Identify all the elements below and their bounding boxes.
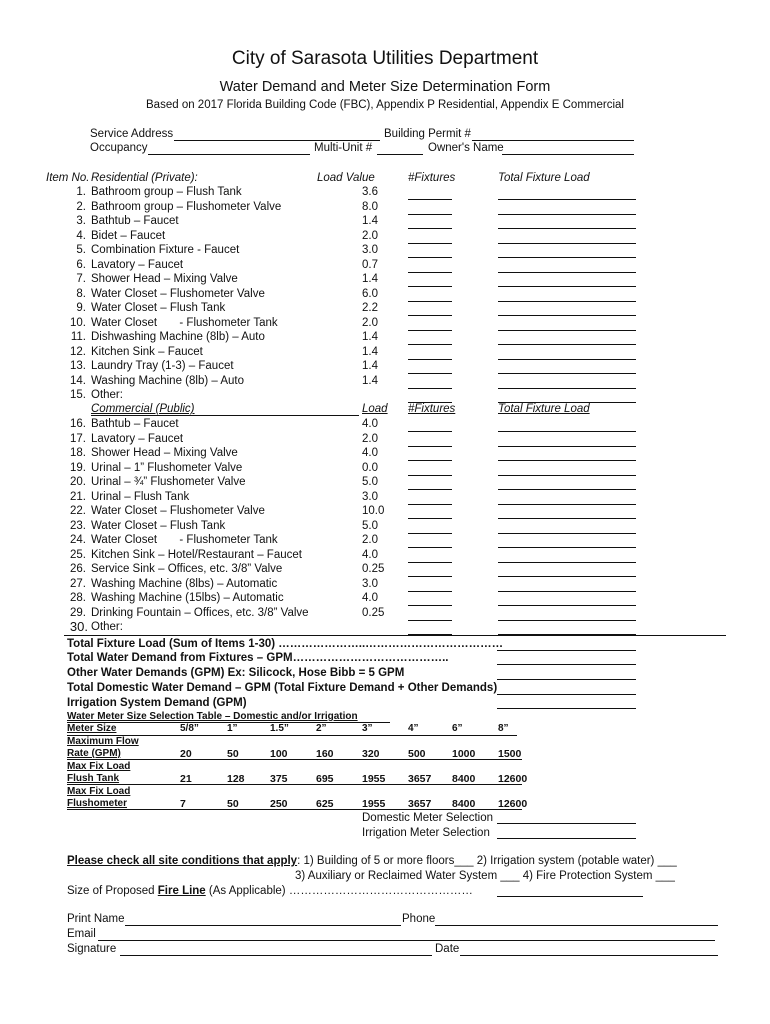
fixtures-count-field[interactable] <box>408 214 452 215</box>
fixtures-count-field[interactable] <box>408 257 452 258</box>
meter-table-value: 12600 <box>498 773 528 785</box>
total-fixture-load-field[interactable] <box>498 547 636 548</box>
item-number: 7. <box>76 273 86 285</box>
item-number: 10. <box>70 316 86 329</box>
total-fixture-load-field[interactable] <box>498 257 636 258</box>
item-load-value: 4.0 <box>362 592 378 604</box>
item-name: Kitchen Sink – Hotel/Restaurant – Faucet <box>91 548 302 561</box>
item-load-value: 1.4 <box>362 374 378 387</box>
fixtures-count-field[interactable] <box>408 489 452 490</box>
meter-table-value: 160 <box>316 748 334 760</box>
col-total-fixture-load: Total Fixture Load <box>498 172 590 184</box>
meter-size-label: Meter Size <box>67 723 117 734</box>
total-fixture-load-field[interactable] <box>498 489 636 490</box>
fixtures-count-field[interactable] <box>408 475 452 476</box>
total-fixture-load-field[interactable] <box>498 475 636 476</box>
meter-table-value: 100 <box>270 748 288 760</box>
item-name: Water Closet - Flushometer Tank <box>91 534 278 546</box>
domestic-demand-label: Total Domestic Water Demand – GPM (Total Fixture Demand + Other Demands) <box>67 682 498 694</box>
item-load-value: 10.0 <box>362 505 385 517</box>
item-number: 21. <box>70 490 86 503</box>
item-name: Urinal – ¾” Flushometer Valve <box>91 476 246 488</box>
meter-size-header: 5/8” <box>180 723 199 734</box>
item-number: 3. <box>76 215 86 227</box>
irrigation-meter-selection-label: Irrigation Meter Selection <box>362 827 490 839</box>
item-number: 24. <box>70 534 86 546</box>
meter-table-value: 3657 <box>408 798 432 810</box>
total-fixture-load-field[interactable] <box>498 199 636 200</box>
item-number: 14. <box>70 374 86 387</box>
item-name: Kitchen Sink – Faucet <box>91 345 203 358</box>
meter-row-sublabel: Flushometer <box>67 798 128 809</box>
fixtures-count-field[interactable] <box>408 446 452 447</box>
meter-size-header: 1” <box>227 723 238 734</box>
item-load-value: 4.0 <box>362 447 378 459</box>
meter-table-value: 500 <box>408 748 426 760</box>
total-fixture-load-field[interactable] <box>498 373 636 374</box>
meter-table-value: 21 <box>180 773 192 785</box>
item-name: Lavatory – Faucet <box>91 432 184 445</box>
fixtures-count-field[interactable] <box>408 344 452 345</box>
total-fixture-load-field[interactable] <box>498 620 636 621</box>
item-number: 13. <box>70 360 86 372</box>
meter-table-value: 250 <box>270 798 288 810</box>
domestic-meter-selection-label: Domestic Meter Selection <box>362 812 494 824</box>
item-name: Shower Head – Mixing Valve <box>91 447 238 459</box>
meter-size-header: 3” <box>362 723 373 734</box>
col-load-value: Load Value <box>317 172 375 184</box>
item-name: Water Closet – Flush Tank <box>91 519 226 532</box>
meter-row-sublabel: Flush Tank <box>67 773 120 784</box>
total-fixture-load-label: Total Fixture Load (Sum of Items 1-30) …………………..……………………………… <box>67 638 504 650</box>
total-fixture-load-field[interactable] <box>498 460 636 461</box>
meter-row-label: Maximum Flow <box>67 736 139 747</box>
item-number: 6. <box>76 258 86 271</box>
total-fixture-load-field[interactable] <box>498 605 636 606</box>
meter-table-value: 625 <box>316 798 334 810</box>
site-conditions-line2[interactable]: 3) Auxiliary or Reclaimed Water System ___ 4) Fire Protection System ___ <box>295 870 675 882</box>
total-fixture-load-field[interactable] <box>498 431 636 432</box>
email-field[interactable] <box>98 940 715 941</box>
item-number: 17. <box>70 432 86 445</box>
form-subtitle: Water Demand and Meter Size Determination Form <box>219 79 551 95</box>
service-address-label: Service Address <box>90 128 174 140</box>
col-residential: Residential (Private): <box>91 172 198 184</box>
total-fixture-load-field[interactable] <box>498 286 636 287</box>
date-label: Date <box>435 943 460 955</box>
meter-table-value: 1955 <box>362 798 386 810</box>
total-fixture-load-field[interactable] <box>498 576 636 577</box>
fixtures-count-field[interactable] <box>408 286 452 287</box>
fire-line-row <box>67 884 473 898</box>
total-fixture-load-field[interactable] <box>498 388 636 389</box>
item-name: Urinal – 1” Flushometer Valve <box>91 461 243 474</box>
item-number: 16. <box>70 418 86 430</box>
meter-table-value: 375 <box>270 773 288 785</box>
fixtures-count-field[interactable] <box>408 620 452 621</box>
fixtures-count-field[interactable] <box>408 533 452 534</box>
item-load-value: 2.0 <box>362 229 378 242</box>
total-fixture-load-field[interactable] <box>498 518 636 519</box>
fixtures-count-field[interactable] <box>408 562 452 563</box>
item-name: Other: <box>91 621 123 633</box>
fixtures-count-field[interactable] <box>408 591 452 592</box>
item-load-value: 2.0 <box>362 534 378 546</box>
item-number: 27. <box>70 577 86 590</box>
total-fixture-load-field[interactable] <box>498 228 636 229</box>
item-name: Washing Machine (8lbs) – Automatic <box>91 577 278 590</box>
item-number: 11. <box>70 331 86 343</box>
fire-line-word: Fire Line <box>157 885 206 897</box>
item-load-value: 3.0 <box>362 490 378 503</box>
site-conditions-prompt: Please check all site conditions that apply <box>67 855 298 867</box>
site-conditions-options1[interactable]: : 1) Building of 5 or more floors___ 2) Irrigation system (potable water) ___ <box>297 855 677 867</box>
meter-row-label: Max Fix Load <box>67 786 131 797</box>
item-load-value: 4.0 <box>362 418 378 430</box>
item-name: Bathtub – Faucet <box>91 418 179 430</box>
item-load-value: 4.0 <box>362 548 378 561</box>
meter-table-value: 1000 <box>452 748 476 760</box>
meter-size-header: 2” <box>316 723 327 734</box>
meter-table-value: 7 <box>180 798 186 810</box>
item-load-value: 2.0 <box>362 432 378 445</box>
print-name-field[interactable] <box>125 925 401 926</box>
fixtures-count-field[interactable] <box>408 431 452 432</box>
item-name: Urinal – Flush Tank <box>91 490 190 503</box>
fire-line-prefix: Size of Proposed <box>67 885 158 897</box>
item-name: Washing Machine (8lb) – Auto <box>91 374 244 387</box>
fixtures-count-field[interactable] <box>408 373 452 374</box>
item-number: 29. <box>70 606 86 619</box>
fixtures-count-field[interactable] <box>408 199 452 200</box>
meter-table-value: 12600 <box>498 798 528 810</box>
signature-field[interactable] <box>120 955 432 956</box>
meter-table-value: 320 <box>362 748 380 760</box>
item-number: 25. <box>70 548 86 561</box>
meter-size-header: 6” <box>452 723 463 734</box>
item-load-value: 3.6 <box>362 186 378 198</box>
total-fixture-load-field[interactable] <box>498 330 636 331</box>
item-number: 2. <box>76 200 86 213</box>
item-name: Water Closet – Flush Tank <box>91 302 226 314</box>
fixtures-count-field[interactable] <box>408 272 452 273</box>
meter-size-header: 1.5” <box>270 723 289 734</box>
meter-table-value: 8400 <box>452 773 476 785</box>
item-number: 9. <box>76 302 86 314</box>
total-fixture-load-field[interactable] <box>498 315 636 316</box>
item-load-value: 0.7 <box>362 258 378 271</box>
other-demands-field[interactable] <box>497 679 636 680</box>
phone-label: Phone <box>402 913 436 925</box>
item-name: Washing Machine (15lbs) – Automatic <box>91 592 284 604</box>
item-name: Water Closet - Flushometer Tank <box>91 316 278 329</box>
item-name: Dishwashing Machine (8lb) – Auto <box>91 331 265 343</box>
total-fixture-load-field[interactable] <box>498 359 636 360</box>
item-name: Bathtub – Faucet <box>91 215 179 227</box>
meter-table-value: 1500 <box>498 748 522 760</box>
item-name: Service Sink – Offices, etc. 3/8” Valve <box>91 563 283 575</box>
total-fixture-load-field[interactable] <box>498 591 636 592</box>
meter-row-sublabel: Rate (GPM) <box>67 748 121 759</box>
other-demands-label: Other Water Demands (GPM) Ex: Silicock, Hose Bibb = 5 GPM <box>67 667 405 679</box>
fixtures-count-field[interactable] <box>408 576 452 577</box>
owners-name-label: Owner's Name <box>428 142 504 154</box>
col-load: Load <box>362 403 388 415</box>
item-load-value: 1.4 <box>362 273 378 285</box>
occupancy-field[interactable] <box>148 154 310 155</box>
page-title: City of Sarasota Utilities Department <box>231 48 539 69</box>
building-permit-label: Building Permit # <box>384 128 471 140</box>
meter-size-header: 8” <box>498 723 509 734</box>
signature-label: Signature <box>67 943 117 955</box>
total-fixture-load-field[interactable] <box>498 533 636 534</box>
item-name: Combination Fixture - Faucet <box>91 244 240 256</box>
total-fixture-load-field[interactable] <box>497 650 636 651</box>
item-load-value: 2.0 <box>362 316 378 329</box>
meter-table-value: 1955 <box>362 773 386 785</box>
item-load-value: 5.0 <box>362 476 378 488</box>
item-load-value: 3.0 <box>362 577 378 590</box>
meter-table-value: 20 <box>180 748 192 760</box>
item-name: Drinking Fountain – Offices, etc. 3/8” Valve <box>91 606 309 619</box>
meter-table-value: 3657 <box>408 773 432 785</box>
multi-unit-label: Multi-Unit # <box>314 142 373 154</box>
item-name: Bidet – Faucet <box>91 229 166 242</box>
item-load-value: 1.4 <box>362 345 378 358</box>
meter-table-value: 128 <box>227 773 245 785</box>
item-number: 19. <box>70 461 86 474</box>
total-fixture-load-field[interactable] <box>498 301 636 302</box>
fixtures-count-field[interactable] <box>408 330 452 331</box>
item-name: Laundry Tray (1-3) – Faucet <box>91 360 234 372</box>
code-basis: Based on 2017 Florida Building Code (FBC), Appendix P Residential, Appendix E Commercial <box>146 99 624 111</box>
total-fixture-load-field[interactable] <box>498 214 636 215</box>
domestic-meter-selection-field[interactable] <box>497 823 636 824</box>
item-load-value: 6.0 <box>362 287 378 300</box>
fire-line-suffix: (As Applicable) ………………………………………… <box>205 885 473 897</box>
item-number: 8. <box>76 287 86 300</box>
item-load-value: 0.25 <box>362 563 385 575</box>
total-fixture-load-field[interactable] <box>498 272 636 273</box>
fixtures-count-field[interactable] <box>408 359 452 360</box>
meter-table-caption: Water Meter Size Selection Table – Domestic and/or Irrigation <box>67 711 358 722</box>
item-load-value: 5.0 <box>362 519 378 532</box>
irrigation-meter-selection-field[interactable] <box>497 838 636 839</box>
item-load-value: 1.4 <box>362 215 378 227</box>
fixtures-count-field[interactable] <box>408 504 452 505</box>
fixtures-count-field[interactable] <box>408 547 452 548</box>
item-number: 26. <box>70 563 86 575</box>
item-name: Lavatory – Faucet <box>91 258 184 271</box>
multi-unit-field[interactable] <box>377 154 423 155</box>
item-number: 20. <box>70 476 86 488</box>
item-load-value: 2.2 <box>362 302 378 314</box>
irrigation-demand-field[interactable] <box>497 708 636 709</box>
item-number: 12. <box>70 345 86 358</box>
print-name-label: Print Name <box>67 913 125 925</box>
meter-size-header: 4” <box>408 723 419 734</box>
fixtures-count-field[interactable] <box>408 388 452 389</box>
col-commercial: Commercial (Public) <box>91 403 195 415</box>
item-load-value: 0.0 <box>362 461 378 474</box>
item-number: 22. <box>70 505 86 517</box>
meter-table-value: 50 <box>227 798 239 810</box>
item-name: Other: <box>91 389 123 401</box>
total-fixture-load-field[interactable] <box>498 243 636 244</box>
total-fixture-load-field[interactable] <box>498 562 636 563</box>
item-number: 1. <box>76 186 86 198</box>
col-fixtures: #Fixtures <box>408 172 456 184</box>
item-load-value: 1.4 <box>362 360 378 372</box>
item-load-value: 3.0 <box>362 244 378 256</box>
item-load-value: 8.0 <box>362 200 378 213</box>
item-name: Water Closet – Flushometer Valve <box>91 287 265 300</box>
item-name: Bathroom group – Flushometer Valve <box>91 200 282 213</box>
total-water-demand-label: Total Water Demand from Fixtures – GPM………………………………….. <box>67 652 449 664</box>
fixtures-count-field[interactable] <box>408 315 452 316</box>
total-water-demand-field[interactable] <box>497 664 636 665</box>
phone-field[interactable] <box>435 925 718 926</box>
occupancy-label: Occupancy <box>90 142 148 154</box>
item-load-value: 0.25 <box>362 606 385 619</box>
meter-table-value: 695 <box>316 773 334 785</box>
domestic-demand-field[interactable] <box>497 694 636 695</box>
total-fixture-load-field[interactable] <box>498 344 636 345</box>
total-fixture-load-field[interactable] <box>498 504 636 505</box>
item-number: 28. <box>70 592 86 604</box>
item-load-value: 1.4 <box>362 331 378 343</box>
fixtures-count-field[interactable] <box>408 301 452 302</box>
owners-name-field[interactable] <box>502 154 634 155</box>
col-fixtures-commercial: #Fixtures <box>408 403 456 415</box>
item-number: 15. <box>70 389 86 401</box>
fire-line-size-field[interactable] <box>497 896 643 897</box>
fixtures-count-field[interactable] <box>408 605 452 606</box>
item-name: Shower Head – Mixing Valve <box>91 273 238 285</box>
fixtures-count-field[interactable] <box>408 518 452 519</box>
meter-row-label: Max Fix Load <box>67 761 131 772</box>
site-conditions-line1 <box>67 854 677 868</box>
meter-table-value: 8400 <box>452 798 476 810</box>
email-label: Email <box>67 928 96 940</box>
col-total-commercial: Total Fixture Load <box>498 403 590 415</box>
total-fixture-load-field[interactable] <box>498 446 636 447</box>
fixtures-count-field[interactable] <box>408 228 452 229</box>
item-number: 5. <box>76 244 86 256</box>
fixtures-count-field[interactable] <box>408 243 452 244</box>
fixtures-count-field[interactable] <box>408 460 452 461</box>
item-name: Bathroom group – Flush Tank <box>91 186 242 198</box>
col-item-no: Item No. <box>46 172 90 184</box>
item-name: Water Closet – Flushometer Valve <box>91 505 265 517</box>
section-divider <box>64 635 726 636</box>
date-field[interactable] <box>460 955 718 956</box>
item-number: 23. <box>70 519 86 532</box>
irrigation-demand-label: Irrigation System Demand (GPM) <box>67 697 247 709</box>
item-number: 18. <box>70 447 86 459</box>
meter-table-value: 50 <box>227 748 239 760</box>
item-number: 30. <box>69 619 88 634</box>
item-number: 4. <box>76 229 86 242</box>
